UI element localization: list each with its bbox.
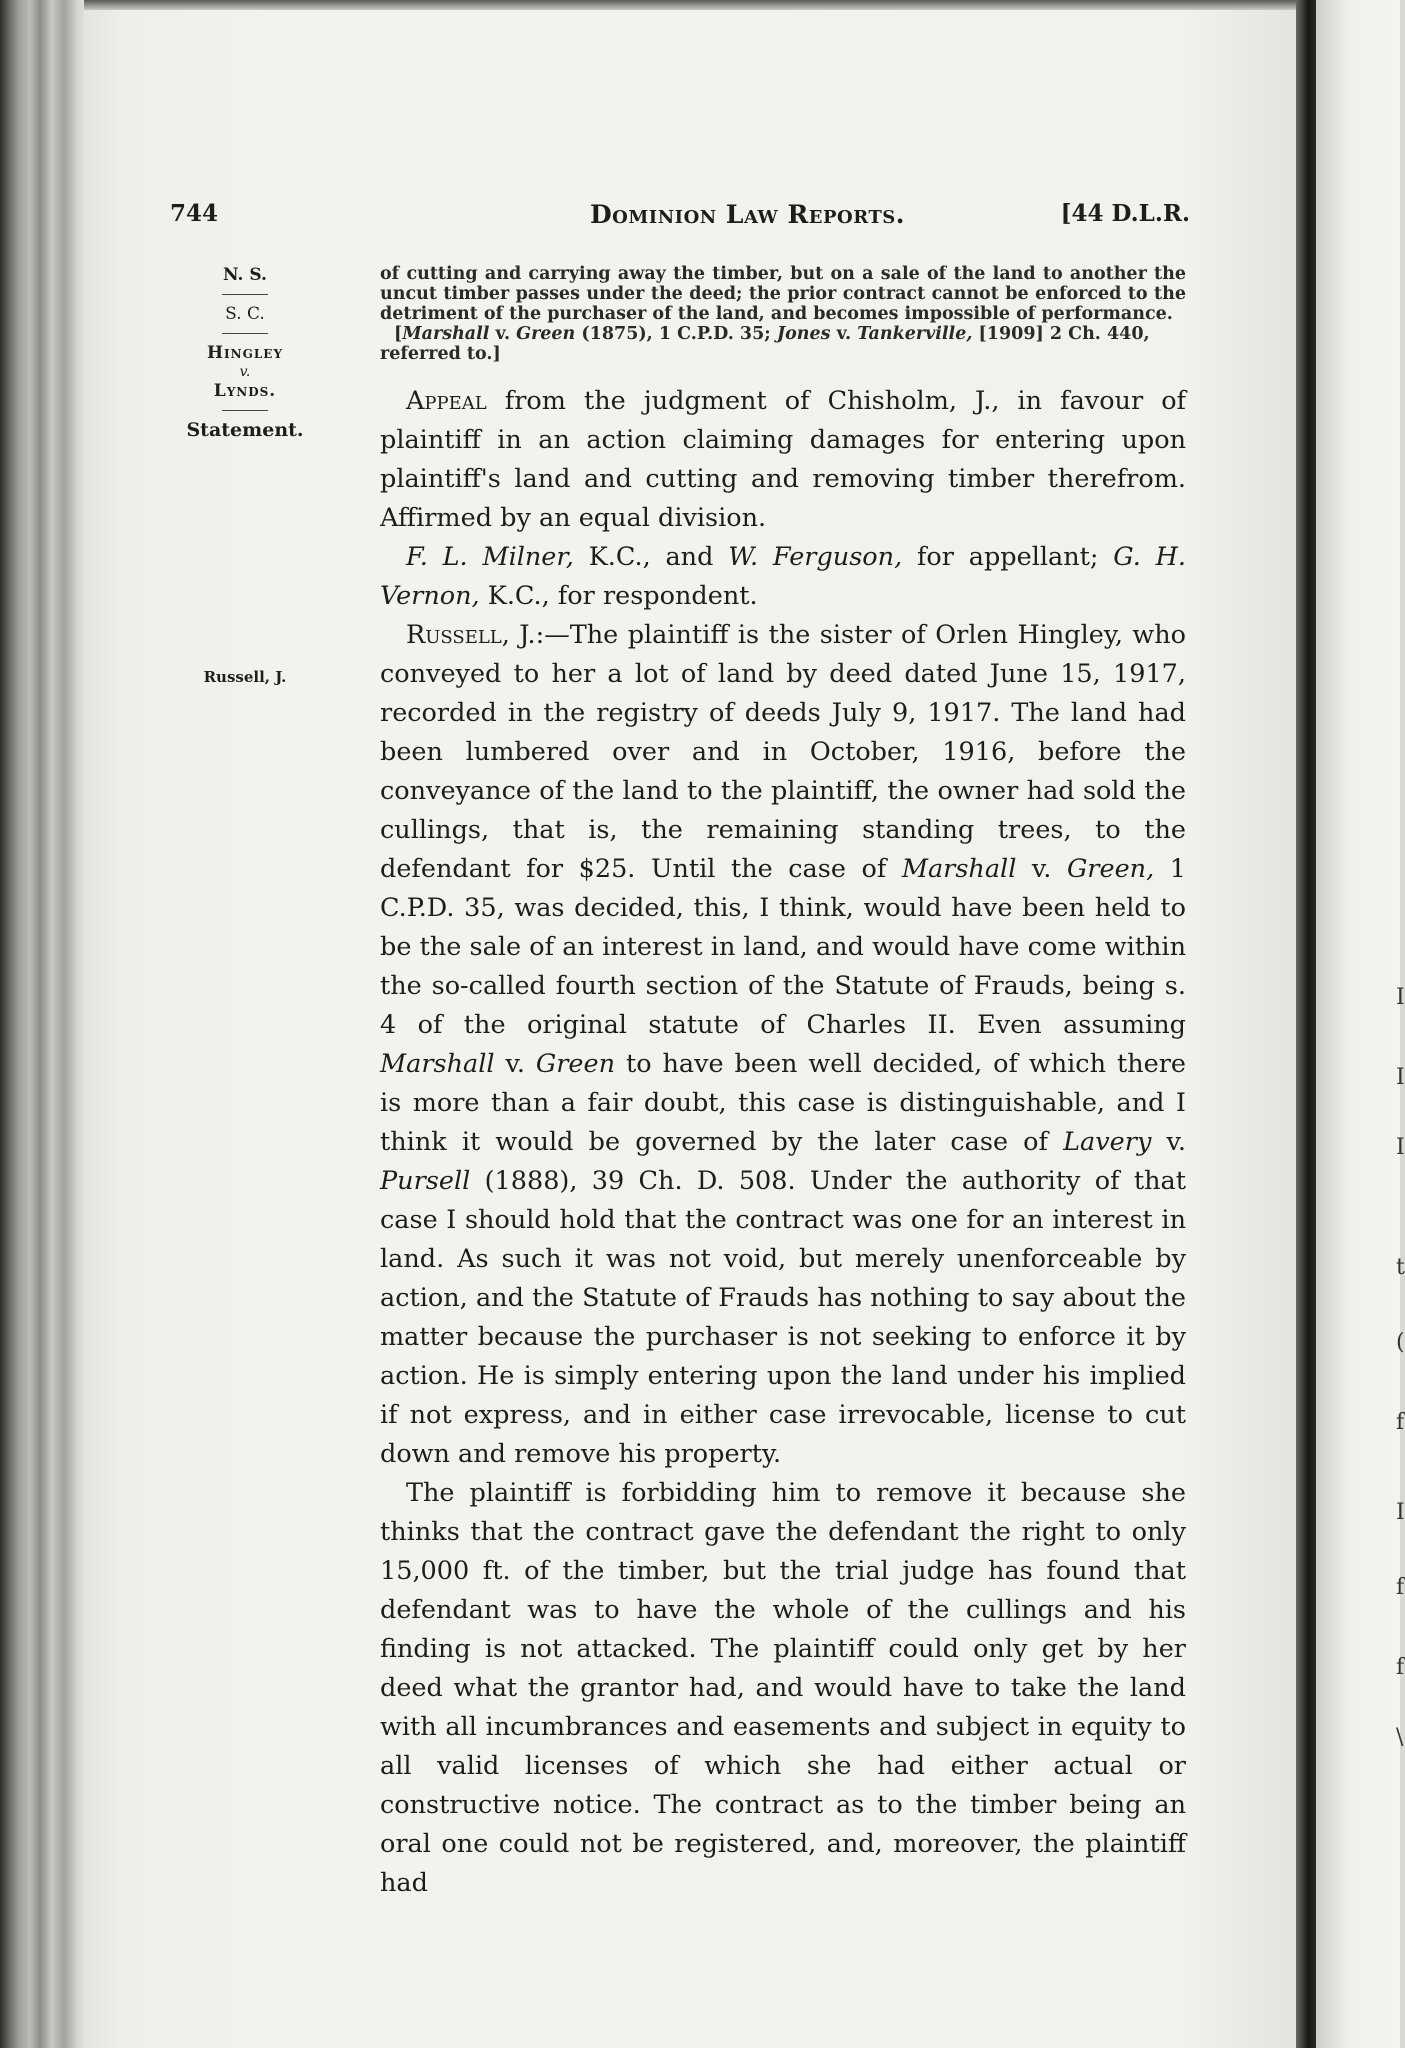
counsel-name: W. Ferguson, — [728, 542, 903, 572]
court-name: S. C. — [225, 304, 265, 324]
page-top-edge — [84, 0, 1300, 10]
statement-text: from the judgment of Chisholm, J., in favour of plaintiff in an action claiming damages for entering upon plaintiff's land and cutting and removing timber therefrom. Affirmed by an equal division. — [380, 386, 1186, 533]
facing-page-mark: f — [1396, 1575, 1405, 1600]
facing-page-mark: I — [1396, 1065, 1405, 1090]
versus: v. — [1016, 854, 1067, 884]
headnote-citation — [380, 324, 1186, 364]
facing-page — [1316, 0, 1400, 2048]
statement-label: Statement. — [186, 419, 304, 441]
case-name: Pursell — [380, 1166, 471, 1196]
judge-label: Russell, J. — [203, 668, 287, 686]
counsel-paragraph — [380, 538, 1186, 616]
versus: v. — [830, 324, 858, 344]
judgment-text: (1888), 39 Ch. D. 508. Under the authority of that case I should hold that the contract was one for an interest in land. As such it was not void, but merely unenforceable by action, and the Statute of Frauds has nothing to say about the matter because the purchaser is not seeking to enforce it by action. He is simply entering upon the land under his implied if not express, and in either case irrevocable, license to cut down and remove his property. — [380, 1166, 1186, 1469]
page-gutter-shadow — [1296, 0, 1316, 2048]
case-name: Marshall — [402, 324, 490, 344]
judgment-text: 1 C.P.D. 35, was decided, this, I think, would have been held to be the sale of an interest in land, and would have come within the so-called fourth section of the Statute of Frauds, being s. 4 of the original statute of Charles II. Even assuming — [380, 854, 1186, 1040]
case-name: Jones — [776, 324, 831, 344]
facing-page-mark: t — [1396, 1255, 1405, 1280]
margin-notes — [180, 264, 310, 441]
page-number: 744 — [170, 200, 219, 227]
volume-reference: [44 D.L.R. — [1060, 200, 1190, 227]
versus: v. — [239, 364, 251, 380]
party-defendant: Lynds. — [213, 381, 277, 401]
facing-page-mark: I — [1396, 1500, 1405, 1525]
judgment-text: , J.:—The plaintiff is the sister of Orlen Hingley, who conveyed to her a lot of land by deed dated June 15, 1917, recorded in the registry of deeds July 9, 1917. The land had been lumbered over and in October, 1916, before the conveyance of the land to the plaintiff, the owner had sold the cullings, that is, the remaining standing trees, to the defendant for $25. Until the case of — [380, 620, 1186, 884]
court-province: N. S. — [223, 265, 267, 285]
counsel-name: G. H. Vernon, — [380, 542, 1186, 611]
case-name: Tankerville, — [857, 324, 973, 344]
case-name: Green — [516, 324, 576, 344]
citation: (1875), 1 C.P.D. 35; — [575, 324, 777, 344]
judge-lead: Russell — [406, 620, 502, 650]
judgment-paragraph — [380, 616, 1186, 1474]
headnote: of cutting and carrying away the timber, but on a sale of the land to another the uncut timber passes under the deed; the prior contract cannot be enforced to the detriment of the purchaser of the land, and becomes impossible of performance. — [380, 264, 1186, 324]
margin-divider — [222, 410, 268, 411]
versus: v. — [1151, 1127, 1186, 1157]
versus: v. — [494, 1049, 536, 1079]
text-column — [380, 264, 1186, 1903]
cite-bracket: [ — [394, 324, 403, 344]
counsel-name: F. L. Milner, — [406, 542, 574, 572]
body-text — [380, 382, 1186, 1903]
margin-divider — [222, 333, 268, 334]
versus: v. — [489, 324, 517, 344]
citation: [1909] 2 Ch. 440, referred to.] — [380, 324, 1150, 364]
judgment-text: to have been well decided, of which there is more than a fair doubt, this case is distinguishable, and I think it would be governed by the later case of — [380, 1049, 1186, 1157]
counsel-text: for appellant; — [902, 542, 1114, 572]
journal-title: Dominion Law Reports. — [590, 200, 905, 229]
counsel-text: K.C., and — [573, 542, 729, 572]
counsel-text: K.C., for respondent. — [479, 581, 758, 611]
running-head — [170, 200, 1190, 240]
facing-page-mark: ( — [1396, 1330, 1405, 1355]
case-name: Green, — [1066, 854, 1155, 884]
facing-page-mark: I — [1396, 1135, 1405, 1160]
book-binding — [0, 0, 92, 2048]
facing-page-mark: f — [1396, 1655, 1405, 1680]
judgment-paragraph-2: The plaintiff is forbidding him to remove it because she thinks that the contract gave the defendant the right to only 15,000 ft. of the timber, but the trial judge has found that defendant was to have the whole of the cullings and his finding is not attacked. The plaintiff could only get by her deed what the grantor had, and would have to take the land with all incumbrances and easements and subject in equity to all valid licenses of which she had either actual or constructive notice. The contract as to the timber being an oral one could not be registered, and, moreover, the plaintiff had — [380, 1478, 1186, 1898]
facing-page-mark: I — [1396, 985, 1405, 1010]
facing-page-mark: f — [1396, 1410, 1405, 1435]
party-plaintiff: Hingley — [206, 343, 284, 363]
case-name: Green — [535, 1049, 616, 1079]
statement-lead: Appeal — [406, 386, 487, 416]
facing-page-mark: \ — [1396, 1725, 1404, 1750]
case-name: Marshall — [380, 1049, 495, 1079]
statement-paragraph — [380, 382, 1186, 538]
margin-divider — [222, 294, 268, 295]
case-name: Lavery — [1063, 1127, 1152, 1157]
case-name: Marshall — [901, 854, 1017, 884]
